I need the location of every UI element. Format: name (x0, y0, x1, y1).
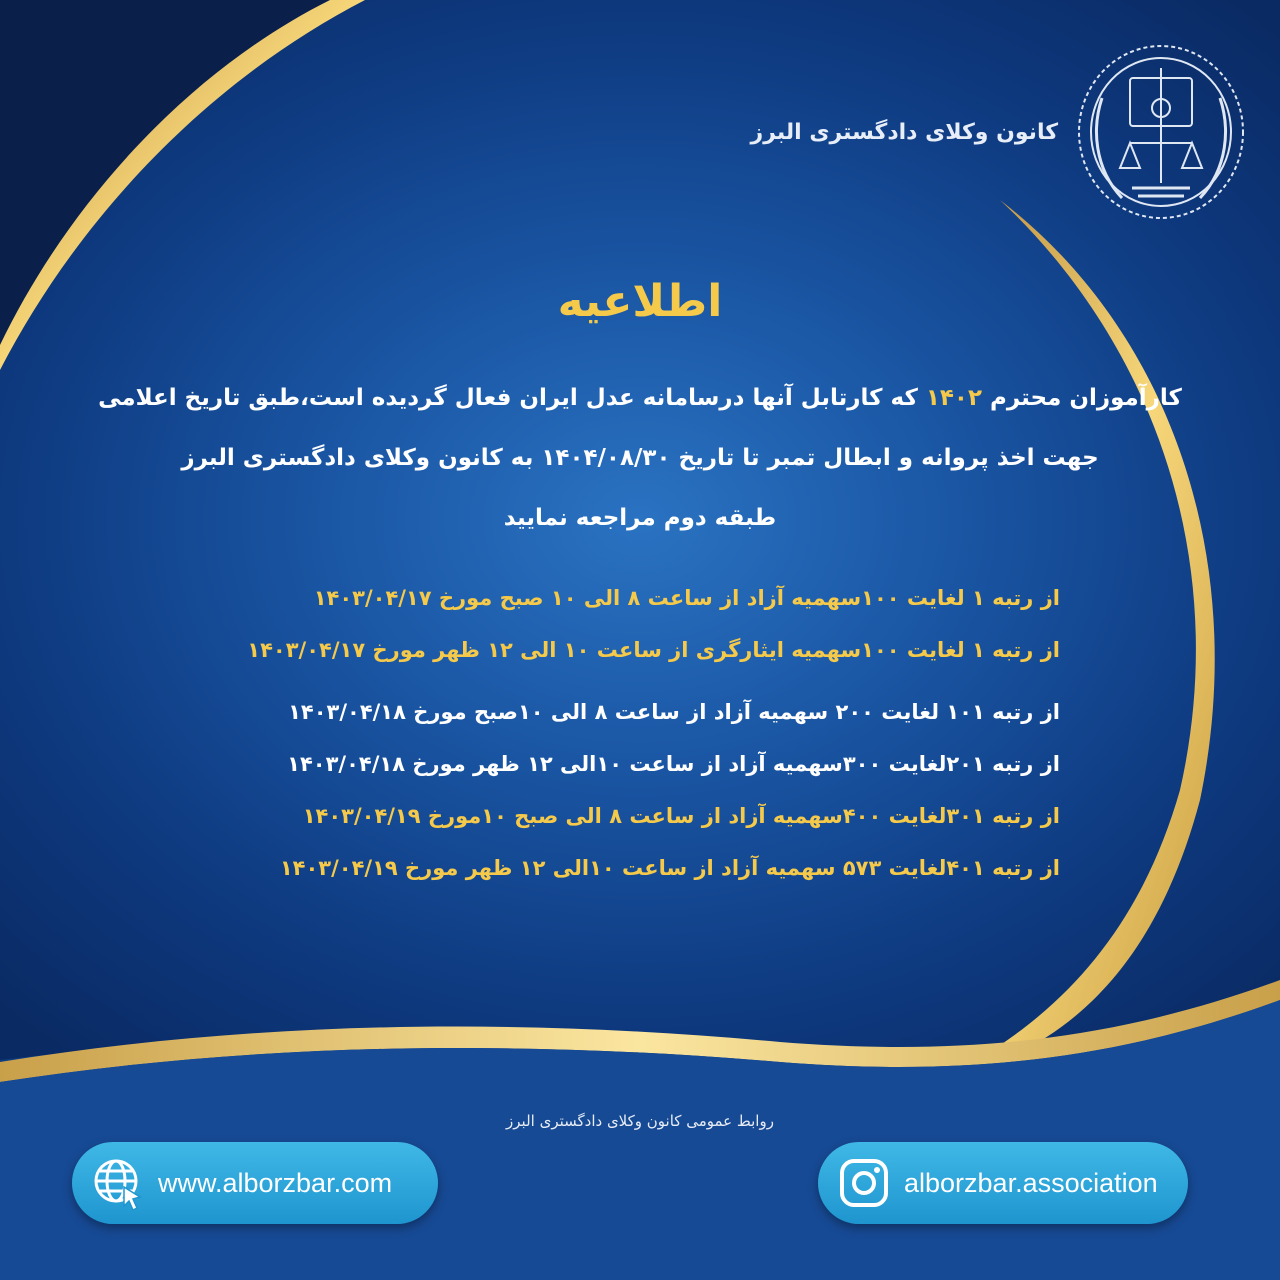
schedule-row: از رتبه ۲۰۱لغایت ۳۰۰سهمیه آزاد از ساعت ۱۰الی ۱۲ ظهر مورخ ۱۴۰۳/۰۴/۱۸ (287, 752, 1060, 776)
schedule-row: از رتبه ۳۰۱لغایت ۴۰۰سهمیه آزاد از ساعت ۸ الی صبح ۱۰مورخ ۱۴۰۳/۰۴/۱۹ (302, 804, 1060, 828)
instagram-link[interactable] (818, 1142, 1188, 1224)
schedule-row: از رتبه ۴۰۱لغایت ۵۷۳ سهمیه آزاد از ساعت ۱۰الی ۱۲ ظهر مورخ ۱۴۰۳/۰۴/۱۹ (279, 856, 1060, 880)
scales-of-justice-emblem-icon (1072, 38, 1250, 226)
notice-line-3: طبقه دوم مراجعه نمایید (503, 505, 777, 531)
notice-line-2: جهت اخذ پروانه و ابطال تمبر تا تاریخ ۱۴۰۴/۰۸/۳۰ به کانون وکلای دادگستری البرز (181, 445, 1099, 471)
globe-cursor-icon (88, 1153, 148, 1213)
schedule-row: از رتبه ۱ لغایت ۱۰۰سهمیه ایثارگری از ساعت ۱۰ الی ۱۲ ظهر مورخ ۱۴۰۳/۰۴/۱۷ (247, 638, 1060, 662)
entry-year: ۱۴۰۲ (925, 385, 982, 411)
website-url: www.alborzbar.com (158, 1167, 393, 1198)
schedule-row: از رتبه ۱۰۱ لغایت ۲۰۰ سهمیه آزاد از ساعت ۸ الی ۱۰صبح مورخ ۱۴۰۳/۰۴/۱۸ (288, 700, 1060, 724)
notice-title: اطلاعیه (557, 276, 723, 327)
schedule-list (190, 572, 1060, 894)
notice-line-1: کارآموزان محترم ۱۴۰۲ که کارتابل آنها درسامانه عدل ایران فعال گردیده است،طبق تاریخ اعلامی (98, 385, 1182, 411)
instagram-icon (834, 1153, 894, 1213)
instagram-handle: alborzbar.association (904, 1167, 1158, 1198)
public-relations-credit: روابط عمومی کانون وکلای دادگستری البرز (506, 1112, 774, 1130)
website-link[interactable] (72, 1142, 438, 1224)
notice-body (40, 368, 1240, 548)
organization-name: کانون وکلای دادگستری البرز (750, 120, 1058, 145)
schedule-row: از رتبه ۱ لغایت ۱۰۰سهمیه آزاد از ساعت ۸ الی ۱۰ صبح مورخ ۱۴۰۳/۰۴/۱۷ (313, 586, 1060, 610)
